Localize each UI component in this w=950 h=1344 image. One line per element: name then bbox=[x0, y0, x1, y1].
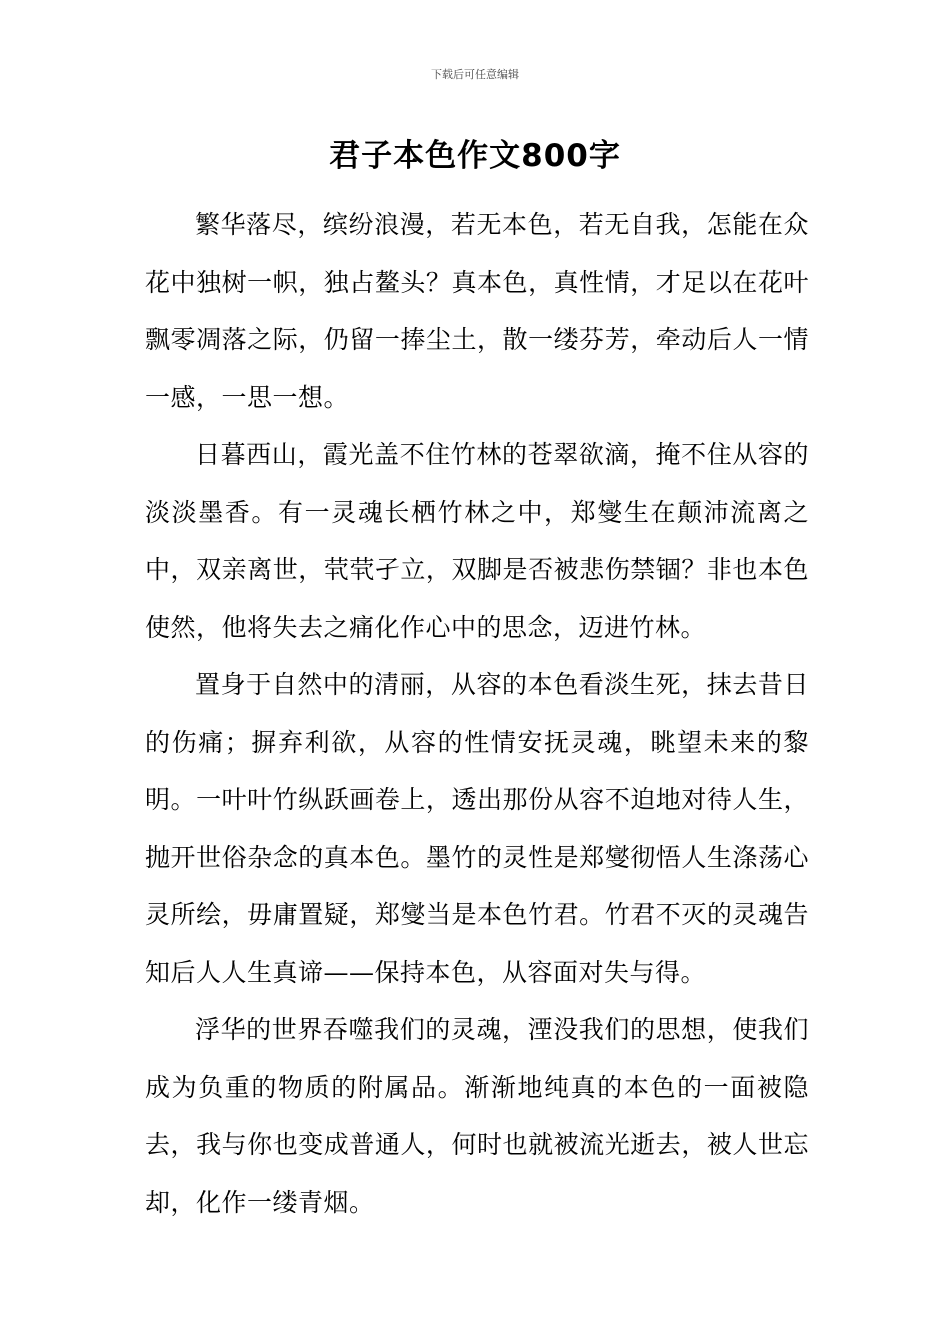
paragraph-4: 浮华的世界吞噬我们的灵魂，湮没我们的思想，使我们成为负重的物质的附属品。渐渐地纯真的本色的一面被隐去，我与你也变成普通人，何时也就被流光逝去，被人世忘却，化作一缕青烟。 bbox=[145, 1015, 809, 1217]
paragraph-2: 日暮西山，霞光盖不住竹林的苍翠欲滴，掩不住从容的淡淡墨香。有一灵魂长栖竹林之中，郑燮生在颠沛流离之中，双亲离世，茕茕孑立，双脚是否被悲伤禁锢？非也本色使然，他将失去之痛化作心中的思念，迈进竹林。 bbox=[145, 440, 809, 642]
page-title: 君子本色作文800字 bbox=[329, 138, 621, 174]
paragraph-1: 繁华落尽，缤纷浪漫，若无本色，若无自我，怎能在众花中独树一帜，独占鳌头？真本色，真性情，才足以在花叶飘零凋落之际，仍留一捧尘土，散一缕芬芳，牵动后人一情一感，一思一想。 bbox=[145, 210, 809, 412]
article-body bbox=[145, 196, 809, 1231]
paragraph-3: 置身于自然中的清丽，从容的本色看淡生死，抹去昔日的伤痛；摒弃利欲，从容的性情安抚灵魂，眺望未来的黎明。一叶叶竹纵跃画卷上，透出那份从容不迫地对待人生，抛开世俗杂念的真本色。墨竹的灵性是郑燮彻悟人生涤荡心灵所绘，毋庸置疑，郑燮当是本色竹君。竹君不灭的灵魂告知后人人生真谛——保持本色，从容面对失与得。 bbox=[145, 670, 809, 987]
header-note: 下载后可任意编辑 bbox=[431, 68, 519, 81]
